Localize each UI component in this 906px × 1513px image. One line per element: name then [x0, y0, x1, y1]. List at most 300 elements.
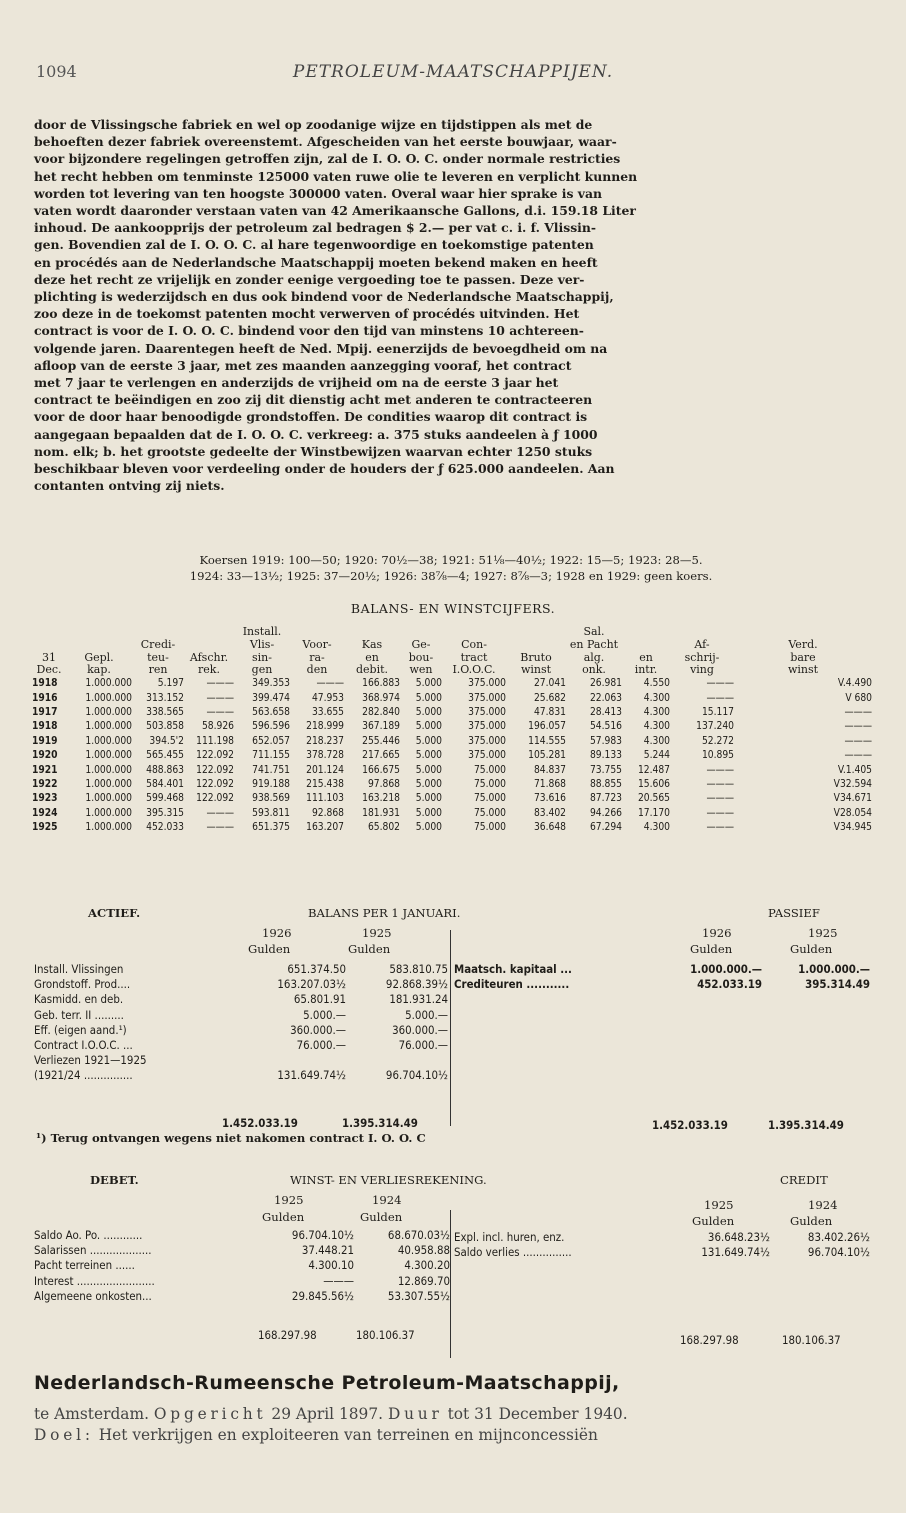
table-cell: 166.883: [362, 678, 400, 690]
table-cell: 652.057: [252, 735, 290, 747]
table-header-cell: [290, 626, 344, 677]
ledger-label: Crediteuren ...........: [454, 977, 570, 992]
table-cell: ———: [706, 793, 734, 805]
header-line: winst: [520, 663, 552, 677]
table-cell: 584.401: [146, 779, 184, 791]
koersen-block: [34, 552, 868, 584]
table-cell: 15.117: [701, 707, 734, 718]
table-cell: 52.272: [701, 735, 734, 747]
table-cell: 97.868: [367, 779, 400, 791]
ledger-row: [34, 1258, 454, 1273]
ledger-value-b: 583.810.75: [389, 962, 448, 976]
ledger-value-b: 68.670.03½: [387, 1228, 450, 1242]
debet-total-a: 168.297.98: [258, 1328, 317, 1342]
table-cell: 349.353: [252, 678, 290, 690]
table-cell: 5.000: [415, 807, 442, 819]
header-line: winst: [787, 663, 819, 677]
table-header-cell: [400, 626, 442, 677]
paragraph-line: nom. elk; b. het grootste gedeelte der Winstbewijzen waarvan echter 1250 stuks: [34, 443, 593, 459]
table-cell: 47.953: [311, 692, 344, 704]
table-row: [32, 677, 872, 691]
ledger-label: Expl. incl. huren, enz.: [454, 1230, 565, 1244]
running-header: [0, 62, 906, 86]
ledger-row: [34, 962, 454, 977]
paragraph-line: afloop van de eerste 3 jaar, met zes maanden aanzegging vooraf, het contract: [34, 357, 572, 373]
ledger-row: [454, 1230, 874, 1245]
table-header-cell: [442, 626, 506, 677]
table-cell: ———: [706, 692, 734, 704]
table-cell: 593.811: [252, 807, 290, 819]
table-cell: 651.375: [252, 822, 290, 834]
table-cell: 399.474: [252, 692, 290, 704]
ledger-label: Verliezen 1921—1925: [34, 1053, 147, 1068]
debet-total-b: 180.106.37: [356, 1328, 415, 1342]
table-cell: 5.244: [643, 750, 670, 762]
table-cell: 163.218: [362, 793, 400, 805]
table-cell: 111.198: [196, 735, 234, 747]
ledger-value-b: 181.931.24: [389, 992, 448, 1007]
table-cell: 94.266: [589, 807, 622, 819]
table-cell: 563.658: [252, 707, 290, 718]
table-cell: 5.000: [415, 721, 442, 733]
paragraph-line: inhoud. De aankoopprijs der petroleum zal bedragen $ 2.— per vat c. i. f. Vlissin-: [34, 220, 597, 236]
table-cell: 5.000: [415, 779, 442, 791]
table-cell: 92.868: [311, 807, 344, 819]
page-number: 1094: [36, 62, 77, 81]
ledger-row: [34, 1038, 454, 1053]
ledger-value-a: 1.000.000.—: [690, 962, 762, 976]
header-line: Gepl.: [84, 650, 114, 664]
table-cell: 5.000: [415, 750, 442, 762]
ledger-row: [454, 977, 874, 992]
table-cell: 395.315: [146, 807, 184, 819]
header-line: Kas: [361, 637, 383, 651]
actief-unit-b: Gulden: [348, 942, 391, 956]
paragraph-line: door de Vlissingsche fabriek en wel op zoodanige wijze en tijdstippen als met de: [34, 117, 593, 132]
table-cell: V.4.490: [837, 678, 872, 690]
balans-footnote: ¹) Terug ontvangen wegens niet nakomen contract I. O. O. C: [36, 1131, 426, 1145]
company-name: Nederlandsch-Rumeensche Petroleum-Maatschappij,: [34, 1372, 620, 1394]
table-cell: 4.300: [643, 721, 670, 733]
table-cell: 282.840: [362, 707, 400, 718]
table-cell: 711.155: [252, 750, 290, 762]
table-cell: 1.000.000: [85, 807, 132, 819]
table-cell: 10.895: [701, 750, 734, 762]
table-cell: 1.000.000: [85, 764, 132, 776]
table-cell: ———: [706, 779, 734, 791]
table-row: [32, 735, 872, 749]
table-cell: 75.000: [473, 822, 506, 834]
passief-title: PASSIEF: [768, 906, 820, 920]
ledger-label: Algemeene onkosten...: [34, 1288, 152, 1303]
paragraph-line: voor bijzondere regelingen getroffen zijn, zal de I. O. O. C. onder normale restricties: [34, 151, 621, 167]
table-cell: 4.300: [643, 822, 670, 834]
table-cell: 218.237: [306, 735, 344, 747]
actief-total-a: 1.452.033.19: [222, 1116, 298, 1130]
table-cell: 83.402: [533, 807, 566, 819]
table-row: [32, 764, 872, 778]
purpose-label: Doel:: [34, 1426, 94, 1444]
table-cell: 375.000: [468, 721, 506, 733]
table-header-cell: [622, 626, 670, 677]
ledger-value-a: 360.000.—: [290, 1022, 346, 1037]
ledger-value-b: 92.868.39½: [385, 977, 448, 992]
balans-per-title: BALANS PER 1 JANUARI.: [308, 906, 461, 920]
table-cell: 88.855: [589, 779, 622, 791]
passief-list: [454, 962, 874, 1002]
table-cell: 122.092: [196, 779, 234, 791]
header-line: alg.: [583, 650, 605, 664]
paragraph-line: beschikbaar bleven voor verdeeling onder de houders der ƒ 625.000 aandeelen. Aan: [34, 461, 615, 477]
table-cell: 367.189: [362, 721, 400, 733]
header-line: debit.: [355, 663, 389, 677]
ledger-value-b: 4.300.20: [404, 1258, 450, 1273]
credit-year-b: 1924: [808, 1198, 838, 1212]
paragraph-line: worden tot levering van ten hoogste 300000 vaten. Overal waar hier sprake is van: [34, 185, 603, 201]
debet-list: [34, 1228, 448, 1308]
header-line: Credi-: [140, 637, 176, 651]
header-line: sin-: [252, 650, 272, 664]
ledger-row: [34, 977, 454, 992]
ledger-value-b: 96.704.10½: [385, 1068, 448, 1083]
table-cell: 26.981: [589, 678, 622, 690]
paragraph-line: voor de door haar benoodigde grondstoffen. De condities waarop dit contract is: [34, 409, 588, 425]
table-row: [32, 792, 872, 806]
ledger-row: [34, 992, 454, 1007]
header-line: Bruto: [520, 650, 552, 664]
table-cell: 1925: [32, 822, 58, 834]
table-cell: 28.413: [589, 707, 622, 718]
table-cell: 1920: [32, 750, 58, 762]
passief-unit-a: Gulden: [690, 942, 733, 956]
table-row: [32, 821, 872, 835]
header-line: en: [639, 650, 653, 664]
ledger-value-a: 4.300.10: [308, 1258, 354, 1273]
koersen-line: 1924: 33—13½; 1925: 37—20½; 1926: 38⅞—4; 1927: 8⅞—3; 1928 en 1929: geen koers.: [189, 569, 713, 583]
ledger-value-a: 65.801.91: [293, 992, 346, 1007]
actief-total-b: 1.395.314.49: [342, 1116, 418, 1130]
paragraph-line: vaten wordt daaronder verstaan vaten van 42 Amerikaansche Gallons, d.i. 159.18 Liter: [34, 203, 636, 219]
table-cell: 5.000: [415, 707, 442, 718]
table-cell: 58.926: [201, 721, 234, 733]
paragraph-line: zoo deze in de toekomst patenten mocht verwerven of procédés uitvinden. Het: [34, 306, 580, 322]
table-row: [32, 692, 872, 706]
paragraph-line: het recht hebben om tenminste 125000 vaten ruwe olie te leveren en verplicht kunnen: [34, 168, 638, 184]
table-cell: 338.565: [146, 707, 184, 718]
header-line: Voor-: [302, 637, 332, 651]
ledger-label: Maatsch. kapitaal ...: [454, 962, 572, 976]
header-line: en: [365, 650, 379, 664]
ledger-value-a: 76.000.—: [296, 1038, 346, 1052]
table-cell: 33.655: [311, 707, 344, 718]
table-cell: 4.550: [643, 678, 670, 690]
table-row: [32, 778, 872, 792]
table-cell: 166.675: [362, 764, 400, 776]
table-cell: 1.000.000: [85, 678, 132, 690]
header-line: onk.: [582, 663, 606, 677]
table-cell: 1.000.000: [85, 822, 132, 834]
table-cell: 122.092: [196, 764, 234, 776]
table-cell: 114.555: [528, 735, 566, 747]
table-cell: 4.300: [643, 692, 670, 704]
table-cell: 1919: [32, 735, 58, 747]
actief-unit-a: Gulden: [248, 942, 291, 956]
debet-title: DEBET.: [90, 1173, 139, 1187]
table-cell: 599.468: [146, 793, 184, 805]
table-cell: 1.000.000: [85, 692, 132, 704]
table-cell: ———: [706, 678, 734, 690]
table-cell: 378.728: [306, 750, 344, 762]
table-cell: ———: [206, 707, 234, 718]
table-cell: ———: [206, 692, 234, 704]
table-cell: 57.983: [589, 735, 622, 747]
table-header-cell: [32, 626, 66, 677]
credit-list: [454, 1230, 874, 1270]
ledger-value-b: 1.000.000.—: [798, 962, 870, 976]
ledger-row: [34, 1289, 454, 1304]
ledger-value-a: 651.374.50: [287, 962, 346, 976]
table-cell: 1921: [32, 764, 58, 776]
table-cell: 84.837: [533, 764, 566, 776]
credit-year-a: 1925: [704, 1198, 734, 1212]
table-cell: 1.000.000: [85, 707, 132, 718]
table-cell: 1.000.000: [85, 735, 132, 747]
table-cell: 452.033: [146, 822, 184, 834]
table-header-cell: [344, 626, 400, 677]
table-cell: 1918: [32, 678, 58, 690]
table-cell: ———: [706, 822, 734, 834]
credit-total-a: 168.297.98: [680, 1333, 739, 1347]
ledger-row: [34, 1243, 454, 1258]
table-cell: 5.000: [415, 793, 442, 805]
table-cell: 1.000.000: [85, 779, 132, 791]
ledger-value-a: 131.649.74½: [701, 1245, 770, 1260]
ledger-label: Pacht terreinen ......: [34, 1258, 135, 1273]
actief-list: [34, 962, 448, 1092]
header-line: I.O.O.C.: [452, 663, 496, 677]
credit-title: CREDIT: [780, 1173, 828, 1187]
paragraph-line: deze het recht ze vrijelijk en zonder eenige vergoeding toe te passen. Deze ver-: [34, 271, 585, 287]
header-line: bou-: [408, 650, 434, 664]
debet-unit-a: Gulden: [262, 1210, 305, 1224]
header-line: schrij-: [684, 650, 720, 664]
table-cell: 5.197: [157, 678, 184, 690]
table-cell: ———: [844, 721, 872, 733]
table-cell: 741.751: [252, 764, 290, 776]
header-line: den: [306, 663, 328, 677]
table-cell: 375.000: [468, 692, 506, 704]
table-cell: 218.999: [306, 721, 344, 733]
ledger-row: [34, 1068, 454, 1083]
table-header-cell: [566, 626, 622, 677]
ledger-label: Salarissen ...................: [34, 1243, 152, 1258]
table-cell: ———: [844, 750, 872, 762]
table-cell: 122.092: [196, 793, 234, 805]
paragraph-line: aangegaan bepaalden dat de I. O. O. C. verkreeg: a. 375 stuks aandeelen à ƒ 1000: [34, 426, 598, 442]
ledger-label: Kasmidd. en deb.: [34, 992, 124, 1007]
ledger-label: Contract I.O.O.C. ...: [34, 1038, 133, 1052]
ledger-value-b: 76.000.—: [398, 1038, 448, 1052]
paragraph-line: gen. Bovendien zal de I. O. O. C. al hare tegenwoordige en toekomstige patenten: [34, 237, 594, 253]
header-line: ren: [148, 663, 168, 677]
table-cell: V28.054: [833, 807, 872, 819]
header-line: kap.: [87, 663, 111, 677]
table-cell: 4.300: [643, 735, 670, 747]
table-cell: 17.170: [637, 807, 670, 819]
ledger-label: Interest ........................: [34, 1273, 155, 1288]
debet-year-a: 1925: [274, 1193, 304, 1207]
credit-total-b: 180.106.37: [782, 1333, 841, 1347]
table-cell: 87.723: [589, 793, 622, 805]
ledger-value-b: 83.402.26½: [807, 1230, 870, 1244]
company-details: [34, 1404, 868, 1446]
table-cell: ———: [206, 678, 234, 690]
table-cell: 1916: [32, 692, 58, 704]
actief-title: ACTIEF.: [88, 906, 141, 920]
ledger-label: (1921/24 ...............: [34, 1068, 133, 1083]
actief-year-b: 1925: [362, 926, 392, 940]
table-cell: 565.455: [146, 750, 184, 762]
header-line: Verd.: [788, 637, 818, 651]
paragraph-line: contanten ontving zij niets.: [34, 478, 225, 494]
table-cell: 27.041: [533, 678, 566, 690]
table-cell: 71.868: [533, 779, 566, 791]
table-cell: 375.000: [468, 678, 506, 690]
table-cell: 75.000: [473, 793, 506, 805]
table-cell: 1.000.000: [85, 721, 132, 733]
table-header-cell: [670, 626, 734, 677]
ledger-value-b: 40.958.88: [397, 1243, 450, 1258]
paragraph-line: contract is voor de I. O. O. C. bindend voor den tijd van minstens 10 achtereen-: [34, 323, 584, 339]
table-cell: 5.000: [415, 678, 442, 690]
duration-value: tot 31 December 1940.: [447, 1405, 628, 1423]
table-cell: ———: [706, 807, 734, 819]
ledger-value-b: 360.000.—: [392, 1022, 448, 1037]
duration-label: Duur: [387, 1405, 443, 1423]
table-cell: 4.300: [643, 707, 670, 718]
balans-table-title: BALANS- EN WINSTCIJFERS.: [350, 601, 556, 616]
table-cell: 65.802: [367, 822, 400, 834]
ledger-value-a: 5.000.—: [303, 1007, 346, 1022]
header-line: ra-: [309, 650, 325, 664]
table-cell: 375.000: [468, 750, 506, 762]
table-cell: V.1.405: [837, 764, 872, 776]
table-cell: 1924: [32, 807, 58, 819]
table-cell: V32.594: [833, 779, 872, 791]
ledger-value-b: 5.000.—: [405, 1007, 448, 1022]
table-cell: 89.133: [589, 750, 622, 762]
table-cell: ———: [844, 707, 872, 718]
header-line: Sal.: [583, 626, 605, 638]
header-line: rek.: [198, 663, 220, 677]
header-line: Afschr.: [189, 650, 229, 664]
paragraph-line: en procédés aan de Nederlandsche Maatschappij moeten bekend maken en heeft: [34, 254, 598, 270]
header-line: wen: [409, 663, 433, 677]
table-cell: 73.616: [533, 793, 566, 805]
table-cell: 20.565: [637, 793, 670, 805]
table-cell: 596.596: [252, 721, 290, 733]
table-cell: 368.974: [362, 692, 400, 704]
ledger-value-b: 96.704.10½: [807, 1245, 870, 1260]
table-cell: ———: [206, 807, 234, 819]
table-cell: 181.931: [362, 807, 400, 819]
debet-unit-b: Gulden: [360, 1210, 403, 1224]
table-cell: 5.000: [415, 735, 442, 747]
ledger-row: [34, 1053, 454, 1068]
ledger-label: Saldo Ao. Po. ............: [34, 1228, 143, 1242]
table-cell: 1.000.000: [85, 750, 132, 762]
ledger-value-a: 29.845.56½: [291, 1288, 354, 1303]
passief-total-b: 1.395.314.49: [768, 1118, 844, 1132]
table-cell: 201.124: [306, 764, 344, 776]
table-cell: 503.858: [146, 721, 184, 733]
table-header-cell: [184, 626, 234, 677]
table-cell: 394.5'2: [149, 735, 184, 747]
ledger-value-a: 37.448.21: [301, 1243, 354, 1258]
table-cell: 75.000: [473, 764, 506, 776]
table-cell: 163.207: [306, 822, 344, 834]
passief-total-a: 1.452.033.19: [652, 1118, 728, 1132]
table-cell: 488.863: [146, 764, 184, 776]
balans-winst-table: [32, 626, 872, 836]
ledger-value-b: 395.314.49: [805, 977, 870, 992]
table-cell: 105.281: [528, 750, 566, 762]
actief-year-a: 1926: [262, 926, 292, 940]
ledger-row: [454, 962, 874, 977]
header-line: Vlis-: [249, 637, 275, 651]
header-line: teu-: [147, 650, 169, 664]
header-line: tract: [460, 650, 488, 664]
ledger-value-a: 452.033.19: [697, 977, 762, 992]
body-paragraph: [34, 116, 868, 494]
founded-value: 29 April 1897.: [271, 1405, 384, 1423]
table-cell: ———: [316, 678, 344, 690]
table-cell: 67.294: [589, 822, 622, 834]
table-cell: 5.000: [415, 822, 442, 834]
winst-title: WINST- EN VERLIESREKENING.: [290, 1173, 487, 1187]
table-cell: 1917: [32, 707, 58, 718]
ledger-row: [34, 1023, 454, 1038]
table-row: [32, 706, 872, 720]
table-cell: 1918: [32, 721, 58, 733]
ledger-label: Grondstoff. Prod....: [34, 977, 131, 992]
ledger-label: Eff. (eigen aand.¹): [34, 1022, 127, 1037]
ledger-label: Install. Vlissingen: [34, 962, 124, 976]
ledger-row: [34, 1228, 454, 1243]
table-cell: 137.240: [696, 721, 734, 733]
paragraph-line: behoeften dezer fabriek overeenstemt. Afgescheiden van het eerste bouwjaar, waar-: [34, 134, 617, 150]
header-line: 31: [42, 650, 56, 664]
header-line: Af-: [694, 637, 710, 651]
table-header-cell: [734, 626, 872, 677]
header-line: Dec.: [36, 663, 62, 677]
header-line: bare: [790, 650, 816, 664]
table-cell: V34.945: [833, 822, 872, 834]
table-cell: 75.000: [473, 779, 506, 791]
table-cell: 938.569: [252, 793, 290, 805]
table-row: [32, 720, 872, 734]
table-cell: 54.516: [589, 721, 622, 733]
table-cell: 1.000.000: [85, 793, 132, 805]
table-cell: 1922: [32, 779, 58, 791]
paragraph-line: contract te beëindigen en zoo zij dit dienstig acht met anderen te contracteeren: [34, 392, 593, 408]
header-line: Con-: [461, 637, 487, 651]
passief-year-a: 1926: [702, 926, 732, 940]
header-line: gen: [251, 663, 273, 677]
table-cell: 36.648: [533, 822, 566, 834]
table-cell: 919.188: [252, 779, 290, 791]
table-cell: 15.606: [637, 779, 670, 791]
